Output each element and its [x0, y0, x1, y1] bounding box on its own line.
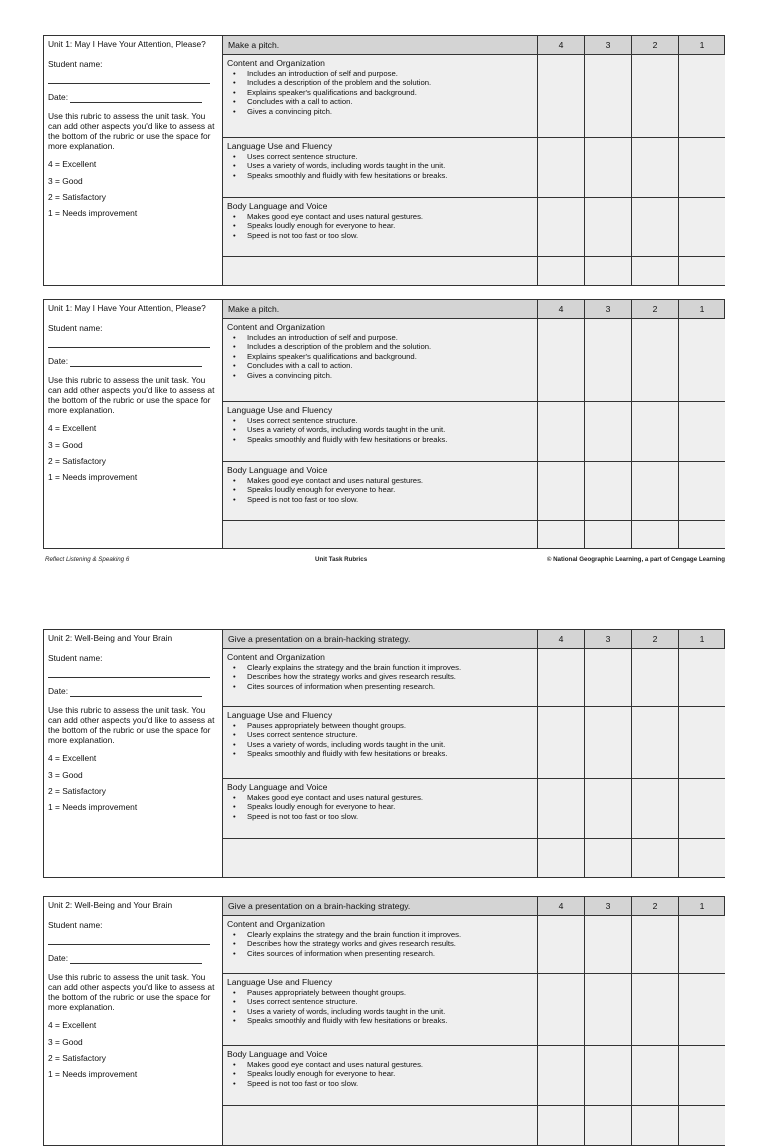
task-title: Give a presentation on a brain-hacking strategy.: [228, 901, 411, 911]
score-header-1: 1: [678, 630, 725, 648]
score-cell-3[interactable]: [584, 779, 631, 838]
score-header-2: 2: [631, 630, 678, 648]
score-cell-1[interactable]: [678, 462, 725, 520]
date-label: Date:: [48, 356, 69, 367]
scale-legend-item: 3 = Good: [48, 1036, 83, 1047]
additional-criteria-row[interactable]: [223, 839, 724, 877]
score-cell-1[interactable]: [678, 55, 725, 137]
score-cell-4[interactable]: [537, 198, 584, 256]
criteria-item: • Concludes with a call to action.: [247, 97, 533, 106]
date-row: [48, 686, 218, 696]
score-cell-2[interactable]: [631, 974, 678, 1045]
criteria-item: • Makes good eye contact and uses natural gestures.: [247, 476, 533, 485]
score-cell-1[interactable]: [678, 1106, 725, 1145]
score-cell-1[interactable]: [678, 198, 725, 256]
score-header-1: 1: [678, 36, 725, 54]
criteria-list: [227, 476, 533, 504]
criteria-description: [223, 198, 537, 243]
criteria-item: • Speaks smoothly and fluidly with few hesitations or breaks.: [247, 171, 533, 180]
rubric-card: [43, 299, 725, 549]
criteria-item: • Speaks smoothly and fluidly with few hesitations or breaks.: [247, 1016, 533, 1025]
scale-legend-item: 2 = Satisfactory: [48, 785, 106, 796]
score-cell-2[interactable]: [631, 649, 678, 706]
score-cell-4[interactable]: [537, 55, 584, 137]
scale-legend-item: 1 = Needs improvement: [48, 1069, 138, 1080]
scale-legend-item: 1 = Needs improvement: [48, 472, 138, 483]
score-cell-4[interactable]: [537, 1046, 584, 1105]
unit-title: Unit 1: May I Have Your Attention, Please?: [48, 39, 206, 49]
score-cell-4[interactable]: [537, 521, 584, 548]
rubric-card: [43, 896, 725, 1146]
criteria-item: • Makes good eye contact and uses natural gestures.: [247, 793, 533, 802]
criteria-heading: Body Language and Voice: [227, 1049, 328, 1059]
criteria-description: [223, 649, 537, 694]
criteria-item: • Speed is not too fast or too slow.: [247, 812, 533, 821]
criteria-item: • Pauses appropriately between thought groups.: [247, 721, 533, 730]
score-cell-3[interactable]: [584, 55, 631, 137]
criteria-item: • Speed is not too fast or too slow.: [247, 231, 533, 240]
criteria-section: [223, 1046, 724, 1106]
criteria-item: • Clearly explains the strategy and the brain function it improves.: [247, 930, 533, 939]
rubric-criteria-area: [223, 36, 724, 285]
score-cell-2[interactable]: [631, 402, 678, 461]
score-cell-2[interactable]: [631, 138, 678, 197]
criteria-list: [227, 793, 533, 821]
criteria-item: • Pauses appropriately between thought groups.: [247, 988, 533, 997]
criteria-heading: Body Language and Voice: [227, 782, 328, 792]
rubric-info-column: [44, 630, 223, 877]
criteria-item: • Uses a variety of words, including words taught in the unit.: [247, 161, 533, 170]
unit-title: Unit 2: Well-Being and Your Brain: [48, 900, 173, 910]
criteria-list: [227, 663, 533, 691]
student-name-field[interactable]: [48, 663, 210, 678]
criteria-section: [223, 138, 724, 198]
score-cell-1[interactable]: [678, 319, 725, 401]
criteria-heading: Body Language and Voice: [227, 201, 328, 211]
score-cell-1[interactable]: [678, 916, 725, 973]
student-name-label: Student name:: [48, 920, 103, 931]
criteria-item: • Uses correct sentence structure.: [247, 152, 533, 161]
unit-title: Unit 2: Well-Being and Your Brain: [48, 633, 173, 643]
score-cell-2[interactable]: [631, 916, 678, 973]
score-cell-3[interactable]: [584, 649, 631, 706]
score-cell-2[interactable]: [631, 198, 678, 256]
score-cell-3[interactable]: [584, 319, 631, 401]
criteria-item: • Speed is not too fast or too slow.: [247, 495, 533, 504]
criteria-item: • Makes good eye contact and uses natural gestures.: [247, 212, 533, 221]
rubric-instructions: Use this rubric to assess the unit task. You can add other aspects you'd like to assess at the bottom of the rubric or use the space for more explanation.: [48, 971, 215, 1013]
score-cell-2[interactable]: [631, 462, 678, 520]
criteria-description: [223, 974, 537, 1029]
additional-criteria-row[interactable]: [223, 1106, 724, 1145]
score-cell-3[interactable]: [584, 839, 631, 877]
date-row: [48, 92, 218, 102]
criteria-heading: Body Language and Voice: [227, 465, 328, 475]
criteria-section: [223, 916, 724, 974]
score-cell-1[interactable]: [678, 707, 725, 778]
criteria-item: • Cites sources of information when presenting research.: [247, 682, 533, 691]
score-cell-1[interactable]: [678, 649, 725, 706]
score-header-2: 2: [631, 300, 678, 318]
scale-legend-item: 2 = Satisfactory: [48, 1052, 106, 1063]
criteria-item: • Uses correct sentence structure.: [247, 997, 533, 1006]
score-cell-2[interactable]: [631, 1046, 678, 1105]
criteria-heading: Content and Organization: [227, 322, 325, 332]
criteria-list: [227, 212, 533, 240]
score-header-4: 4: [537, 630, 584, 648]
criteria-heading: Language Use and Fluency: [227, 141, 333, 151]
student-name-label: Student name:: [48, 59, 103, 70]
criteria-description: [223, 1046, 537, 1091]
score-cell-3[interactable]: [584, 974, 631, 1045]
scale-legend-item: 3 = Good: [48, 439, 83, 450]
criteria-item: • Speaks smoothly and fluidly with few hesitations or breaks.: [247, 749, 533, 758]
criteria-heading: Content and Organization: [227, 652, 325, 662]
scale-legend-item: 3 = Good: [48, 175, 83, 186]
rubric-criteria-area: [223, 300, 724, 548]
score-header-3: 3: [584, 36, 631, 54]
criteria-description: [223, 916, 537, 961]
criteria-item: • Uses a variety of words, including words taught in the unit.: [247, 425, 533, 434]
score-cell-1[interactable]: [678, 779, 725, 838]
criteria-description: [223, 402, 537, 447]
score-header-3: 3: [584, 897, 631, 915]
rubric-card: [43, 35, 725, 286]
criteria-section: [223, 319, 724, 402]
score-cell-1[interactable]: [678, 839, 725, 877]
score-cell-4[interactable]: [537, 257, 584, 285]
rubric-criteria-area: [223, 897, 724, 1145]
rubric-instructions: Use this rubric to assess the unit task. You can add other aspects you'd like to assess at the bottom of the rubric or use the space for more explanation.: [48, 110, 215, 152]
student-name-label: Student name:: [48, 653, 103, 664]
criteria-item: • Gives a convincing pitch.: [247, 371, 533, 380]
score-cell-4[interactable]: [537, 402, 584, 461]
criteria-list: [227, 988, 533, 1026]
criteria-item: • Includes a description of the problem and the solution.: [247, 78, 533, 87]
scale-legend-item: 4 = Excellent: [48, 423, 97, 434]
criteria-heading: Language Use and Fluency: [227, 977, 333, 987]
score-cell-2[interactable]: [631, 839, 678, 877]
criteria-item: • Speaks loudly enough for everyone to hear.: [247, 221, 533, 230]
date-field[interactable]: [70, 357, 202, 367]
criteria-heading: Content and Organization: [227, 58, 325, 68]
student-name-label: Student name:: [48, 323, 103, 334]
footer-copyright: © National Geographic Learning, a part of Cengage Learning: [546, 556, 725, 563]
criteria-item: • Includes a description of the problem and the solution.: [247, 342, 533, 351]
score-cell-3[interactable]: [584, 1046, 631, 1105]
date-label: Date:: [48, 686, 69, 697]
score-cell-2[interactable]: [631, 257, 678, 285]
score-cell-3[interactable]: [584, 257, 631, 285]
unit-title: Unit 1: May I Have Your Attention, Please?: [48, 303, 206, 313]
scale-legend-item: 1 = Needs improvement: [48, 208, 138, 219]
criteria-item: • Includes an introduction of self and purpose.: [247, 333, 533, 342]
criteria-section: [223, 402, 724, 462]
criteria-item: • Makes good eye contact and uses natural gestures.: [247, 1060, 533, 1069]
score-header-4: 4: [537, 300, 584, 318]
criteria-item: • Speaks loudly enough for everyone to hear.: [247, 802, 533, 811]
rubric-criteria-area: [223, 630, 724, 877]
criteria-description: [223, 462, 537, 507]
score-cell-1[interactable]: [678, 257, 725, 285]
page-footer: [45, 556, 725, 568]
score-cell-2[interactable]: [631, 521, 678, 548]
score-cell-4[interactable]: [537, 319, 584, 401]
rubric-info-column: [44, 897, 223, 1145]
score-cell-4[interactable]: [537, 974, 584, 1045]
score-cell-3[interactable]: [584, 521, 631, 548]
student-name-field[interactable]: [48, 930, 210, 945]
rubric-instructions: Use this rubric to assess the unit task. You can add other aspects you'd like to assess at the bottom of the rubric or use the space for more explanation.: [48, 374, 215, 416]
score-cell-4[interactable]: [537, 649, 584, 706]
task-header-row: [223, 897, 724, 916]
criteria-item: • Uses correct sentence structure.: [247, 416, 533, 425]
score-cell-2[interactable]: [631, 55, 678, 137]
score-header-4: 4: [537, 897, 584, 915]
criteria-list: [227, 416, 533, 444]
criteria-description: [223, 707, 537, 762]
criteria-list: [227, 69, 533, 116]
criteria-section: [223, 198, 724, 257]
score-cell-3[interactable]: [584, 1106, 631, 1145]
criteria-description: [223, 55, 537, 119]
criteria-list: [227, 152, 533, 180]
score-cell-3[interactable]: [584, 402, 631, 461]
score-header-1: 1: [678, 300, 725, 318]
scale-legend-item: 2 = Satisfactory: [48, 191, 106, 202]
score-cell-3[interactable]: [584, 198, 631, 256]
rubric-info-column: [44, 36, 223, 285]
criteria-list: [227, 721, 533, 759]
additional-criteria-row[interactable]: [223, 521, 724, 548]
criteria-item: • Describes how the strategy works and gives research results.: [247, 939, 533, 948]
scale-legend-item: 4 = Excellent: [48, 159, 97, 170]
criteria-list: [227, 333, 533, 380]
criteria-description: [223, 138, 537, 183]
criteria-item: • Uses a variety of words, including words taught in the unit.: [247, 1007, 533, 1016]
criteria-item: • Explains speaker's qualifications and background.: [247, 88, 533, 97]
criteria-heading: Content and Organization: [227, 919, 325, 929]
scale-legend-item: 2 = Satisfactory: [48, 455, 106, 466]
score-header-3: 3: [584, 300, 631, 318]
criteria-section: [223, 55, 724, 138]
score-cell-4[interactable]: [537, 1106, 584, 1145]
criteria-item: • Concludes with a call to action.: [247, 361, 533, 370]
criteria-item: • Cites sources of information when presenting research.: [247, 949, 533, 958]
scale-legend-item: 4 = Excellent: [48, 753, 97, 764]
score-cell-1[interactable]: [678, 138, 725, 197]
task-title: Make a pitch.: [228, 304, 280, 314]
footer-book-title: Reflect Listening & Speaking 6: [45, 556, 130, 563]
task-title: Give a presentation on a brain-hacking strategy.: [228, 634, 411, 644]
score-cell-4[interactable]: [537, 707, 584, 778]
date-row: [48, 356, 218, 366]
score-cell-4[interactable]: [537, 462, 584, 520]
student-name-field[interactable]: [48, 69, 210, 84]
criteria-item: • Describes how the strategy works and gives research results.: [247, 672, 533, 681]
date-field[interactable]: [70, 687, 202, 697]
task-header-row: [223, 300, 724, 319]
scale-legend-item: 1 = Needs improvement: [48, 802, 138, 813]
score-header-2: 2: [631, 897, 678, 915]
criteria-item: • Gives a convincing pitch.: [247, 107, 533, 116]
rubric-instructions: Use this rubric to assess the unit task. You can add other aspects you'd like to assess at the bottom of the rubric or use the space for more explanation.: [48, 704, 215, 746]
criteria-heading: Language Use and Fluency: [227, 710, 333, 720]
criteria-section: [223, 779, 724, 839]
score-cell-1[interactable]: [678, 521, 725, 548]
criteria-item: • Speaks loudly enough for everyone to hear.: [247, 485, 533, 494]
score-cell-4[interactable]: [537, 839, 584, 877]
student-name-field[interactable]: [48, 333, 210, 348]
scale-legend-item: 3 = Good: [48, 769, 83, 780]
score-cell-3[interactable]: [584, 138, 631, 197]
criteria-list: [227, 1060, 533, 1088]
criteria-section: [223, 462, 724, 521]
task-title: Make a pitch.: [228, 40, 280, 50]
criteria-item: • Includes an introduction of self and purpose.: [247, 69, 533, 78]
score-cell-3[interactable]: [584, 916, 631, 973]
task-header-row: [223, 36, 724, 55]
scale-legend-item: 4 = Excellent: [48, 1020, 97, 1031]
task-header-row: [223, 630, 724, 649]
score-cell-1[interactable]: [678, 974, 725, 1045]
rubric-card: [43, 629, 725, 878]
criteria-item: • Speaks smoothly and fluidly with few hesitations or breaks.: [247, 435, 533, 444]
criteria-item: • Speaks loudly enough for everyone to hear.: [247, 1069, 533, 1078]
score-cell-4[interactable]: [537, 916, 584, 973]
criteria-item: • Clearly explains the strategy and the brain function it improves.: [247, 663, 533, 672]
score-cell-2[interactable]: [631, 1106, 678, 1145]
date-row: [48, 953, 218, 963]
criteria-heading: Language Use and Fluency: [227, 405, 333, 415]
criteria-list: [227, 930, 533, 958]
score-cell-1[interactable]: [678, 1046, 725, 1105]
score-header-3: 3: [584, 630, 631, 648]
score-cell-1[interactable]: [678, 402, 725, 461]
score-header-1: 1: [678, 897, 725, 915]
criteria-item: • Uses correct sentence structure.: [247, 730, 533, 739]
criteria-item: • Uses a variety of words, including words taught in the unit.: [247, 740, 533, 749]
criteria-item: • Explains speaker's qualifications and background.: [247, 352, 533, 361]
criteria-description: [223, 779, 537, 824]
score-header-2: 2: [631, 36, 678, 54]
date-field[interactable]: [70, 93, 202, 103]
score-cell-4[interactable]: [537, 779, 584, 838]
date-label: Date:: [48, 953, 69, 964]
score-cell-2[interactable]: [631, 779, 678, 838]
criteria-description: [223, 319, 537, 383]
score-cell-2[interactable]: [631, 319, 678, 401]
date-field[interactable]: [70, 954, 202, 964]
date-label: Date:: [48, 92, 69, 103]
criteria-section: [223, 649, 724, 707]
additional-criteria-row[interactable]: [223, 257, 724, 285]
footer-section-title: Unit Task Rubrics: [315, 556, 368, 563]
rubric-info-column: [44, 300, 223, 548]
criteria-section: [223, 707, 724, 779]
criteria-section: [223, 974, 724, 1046]
score-cell-3[interactable]: [584, 462, 631, 520]
score-cell-2[interactable]: [631, 707, 678, 778]
score-header-4: 4: [537, 36, 584, 54]
criteria-item: • Speed is not too fast or too slow.: [247, 1079, 533, 1088]
score-cell-3[interactable]: [584, 707, 631, 778]
score-cell-4[interactable]: [537, 138, 584, 197]
